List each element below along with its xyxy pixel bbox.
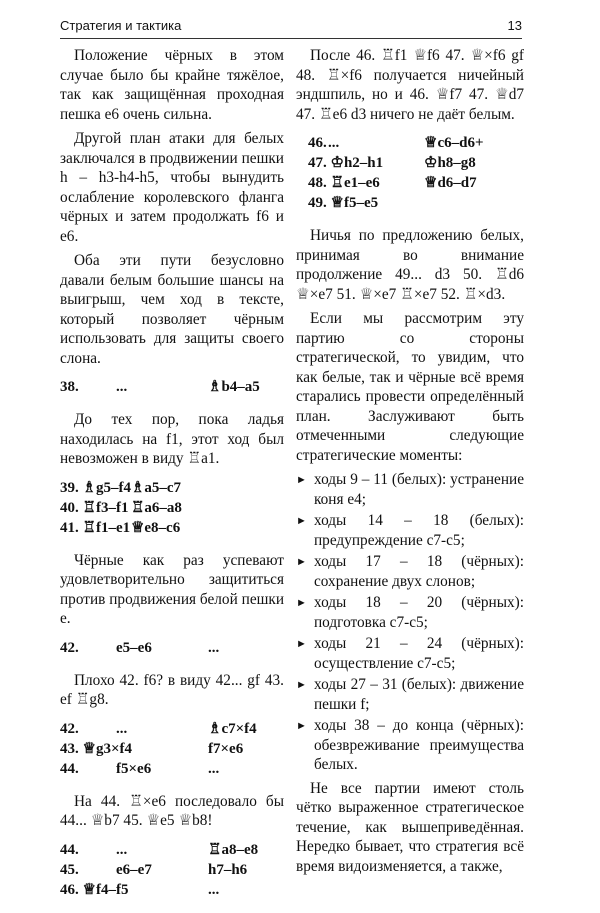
paragraph: До тех пор, пока ладья находилась на f1, этот ход был невозможен в виду ♖a1.	[60, 411, 284, 467]
move-row: 44. f5×e6 ...	[60, 760, 220, 777]
move-row: 48. ♖e1–e6 ♕d6–d7	[308, 175, 477, 191]
strategy-list	[296, 470, 524, 775]
paragraph: Не все партии имеют столь чётко выраженное стратегическое течение, как вышеприведённая. Нередко бывает, что стратегия всё время видоизменяется, а также,	[296, 779, 524, 875]
bullet-icon: ►	[296, 720, 307, 732]
list-item: ► ходы 38 – до конца (чёрных): обезвреживание преимущества белых.	[296, 717, 524, 773]
list-item: ► ходы 17 – 18 (чёрных): сохранение двух слонов;	[296, 553, 524, 590]
move-row: 46. ... ♕c6–d6+	[308, 135, 484, 151]
bullet-icon: ►	[296, 515, 307, 527]
list-item: ► ходы 21 – 24 (чёрных): осуществление с7-с5;	[296, 635, 524, 672]
paragraph: Другой план атаки для белых заключался в продвижении пешки h – h3-h4-h5, чтобы вынудить ослабление королевского фланга чёрных и затем продолжать f6 и е6.	[60, 130, 284, 245]
move-row: 41. ♖f1–e1 ♕e8–c6	[60, 519, 181, 536]
move-table	[60, 841, 258, 901]
list-item: ► ходы 14 – 18 (белых): предупреждение с7-с5;	[296, 512, 524, 549]
paragraph: Положение чёрных в этом случае было бы крайне тяжёлое, так как защищённая проходная пешка е6 очень сильна.	[60, 47, 284, 123]
page-number: 13	[507, 18, 522, 33]
move-row: 38. ... ♗b4–a5	[60, 379, 260, 395]
right-column	[296, 46, 524, 881]
paragraph: Если мы рассмотрим эту партию со стороны стратегической, то увидим, что как белые, так и чёрные всё время старались провести определённый план. Заслуживают быть отмеченными следующие стратегические моменты:	[296, 310, 524, 464]
paragraph: Оба эти пути безусловно давали белым большие шансы на выигрыш, чем ход в тексте, который позволяет чёрным использовать для защиты своего слона.	[60, 252, 284, 367]
move-row: 43. ♕g3×f4 f7×e6	[60, 740, 244, 757]
move-row: 42. ... ♗c7×f4	[60, 720, 257, 737]
bullet-icon: ►	[296, 597, 307, 609]
paragraph: Ничья по предложению белых, принимая во внимание продолжение 49... d3 50. ♖d6 ♕×e7 51. ♕×e7 ♖×e7 52. ♖×d3.	[296, 227, 524, 303]
move-row: 45. e6–e7 h7–h6	[60, 861, 248, 878]
move-row: 40. ♖f3–f1 ♖a6–a8	[60, 499, 182, 516]
running-header	[60, 16, 522, 39]
bullet-icon: ►	[296, 556, 307, 568]
move-row: 47. ♔h2–h1 ♔h8–g8	[308, 155, 476, 171]
bullet-icon: ►	[296, 679, 307, 691]
bullet-icon: ►	[296, 638, 307, 650]
list-item: ► ходы 18 – 20 (чёрных): подготовка с7-с5;	[296, 594, 524, 631]
move-table	[60, 479, 182, 539]
move-row: 46. ♕f4–f5 ...	[60, 881, 220, 898]
move-row: 49. ♕f5–e5	[308, 195, 379, 211]
paragraph: Чёрные как раз успевают удовлетворительно защититься против продвижения белой пешки е.	[60, 551, 284, 627]
move-table	[60, 378, 260, 398]
move-table	[296, 134, 484, 214]
move-row: 44. ... ♖a8–e8	[60, 841, 259, 858]
list-item: ► ходы 27 – 31 (белых): движение пешки f;	[296, 676, 524, 713]
left-column	[60, 46, 284, 913]
move-row: 39. ♗g5–f4 ♗a5–c7	[60, 479, 182, 496]
list-item: ► ходы 9 – 11 (белых): устранение коня е4;	[296, 471, 524, 508]
bullet-icon: ►	[296, 474, 307, 486]
paragraph: Плохо 42. f6? в виду 42... gf 43. ef ♖g8.	[60, 671, 284, 708]
header-title: Стратегия и тактика	[60, 18, 182, 33]
move-table	[60, 639, 219, 659]
paragraph: На 44. ♖×e6 последовало бы 44... ♕b7 45. ♕e5 ♕b8!	[60, 792, 284, 829]
move-row: 42. e5–e6 ...	[60, 639, 220, 656]
paragraph: После 46. ♖f1 ♕f6 47. ♕×f6 gf 48. ♖×f6 получается ничейный эндшпиль, но и 46. ♕f7 47. ♕d7 47. ♖e6 d3 ничего не даёт белым.	[296, 47, 524, 123]
